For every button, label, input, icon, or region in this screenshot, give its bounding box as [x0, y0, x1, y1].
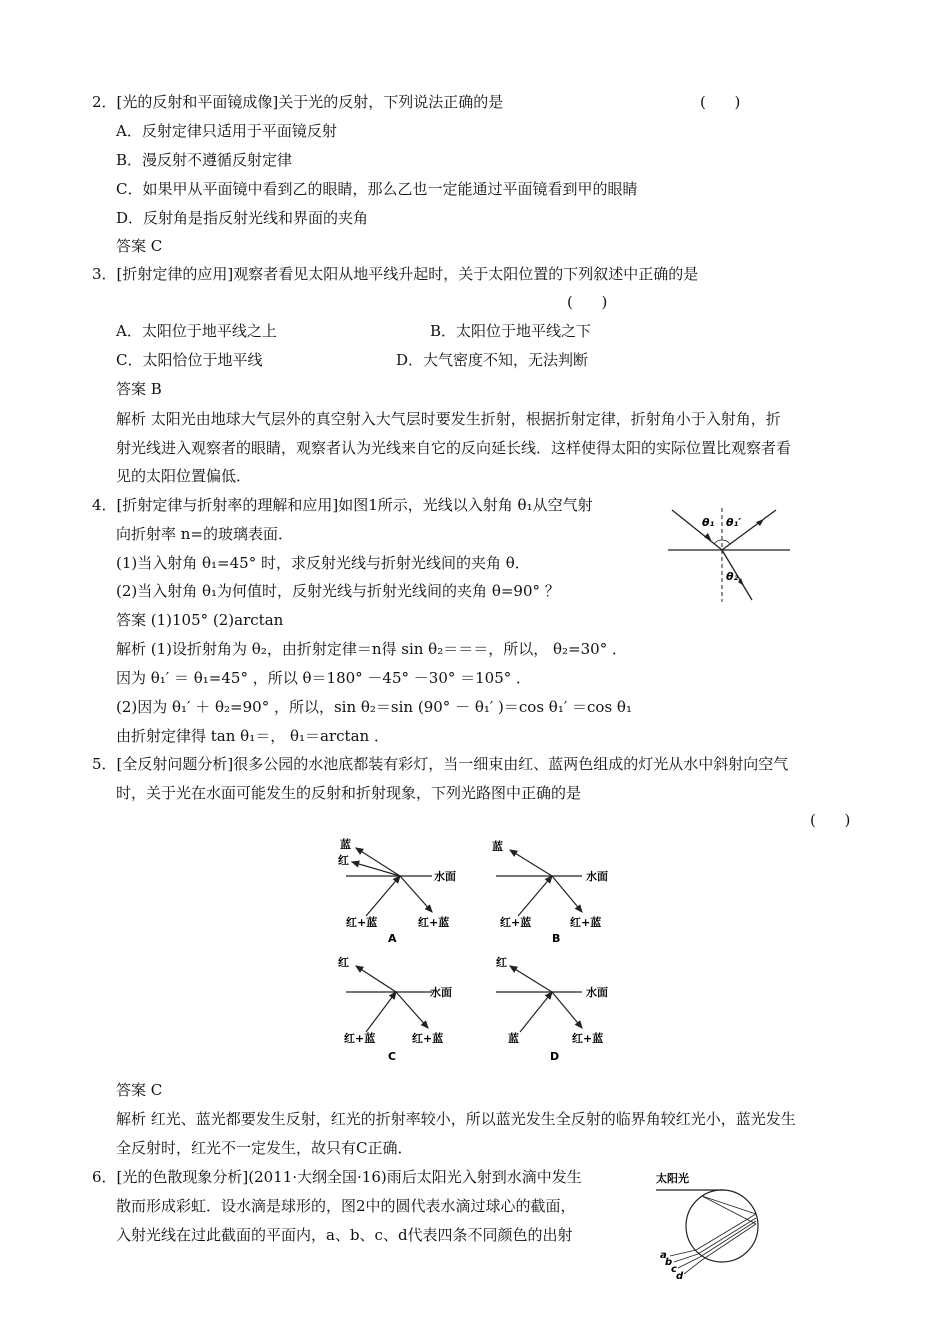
q4-stem-cont: 向折射率 n=的玻璃表面． — [116, 525, 293, 543]
label-red-blue: 红+蓝 — [418, 916, 450, 929]
refracted-ray-blue — [356, 848, 400, 876]
label-blue: 蓝 — [508, 1032, 519, 1045]
q2-answer-paren: ( ) — [700, 93, 741, 111]
refracted-ray-blue — [510, 850, 552, 876]
q3-option-b: B．太阳位于地平线之下 — [430, 322, 592, 340]
q6-water-droplet-figure — [652, 1168, 762, 1280]
q5-analysis-line: 全反射时，红光不一定发生，故只有C正确． — [116, 1139, 413, 1157]
q3-stem: 3．[折射定律的应用]观察者看见太阳从地平线升起时，关于太阳位置的下列叙述中正确的是 — [92, 265, 699, 283]
reflected-ray — [396, 992, 428, 1028]
theta1-label: θ₁ — [702, 516, 715, 529]
label-red-blue: 红+蓝 — [500, 916, 532, 929]
incident-ray — [518, 876, 552, 916]
label-water-surface: 水面 — [586, 986, 608, 999]
q3-answer-paren: ( ) — [567, 293, 608, 311]
q3-option-c: C．太阳恰位于地平线 — [116, 351, 263, 369]
q5-light-path-figure — [324, 836, 624, 1072]
diagram-d — [496, 955, 608, 1063]
q3-analysis-line: 射光线进入观察者的眼睛，观察者认为光线来自它的反向延长线．这样使得太阳的实际位置比观察者看 — [116, 439, 792, 457]
label-red-blue: 红+蓝 — [570, 916, 602, 929]
diagram-c — [338, 955, 452, 1063]
q5-answer: 答案 C — [116, 1081, 163, 1099]
q4-analysis-line: 由折射定律得 tan θ₁＝， θ₁＝arctan ． — [116, 727, 389, 745]
refracted-ray-red — [352, 862, 400, 876]
q5-stem-cont: 时，关于光在水面可能发生的反射和折射现象，下列光路图中正确的是 — [116, 784, 582, 802]
diagram-label-c: C — [388, 1050, 397, 1063]
label-c: c — [671, 1264, 677, 1275]
diagram-label-a: A — [388, 932, 397, 945]
label-water-surface: 水面 — [586, 870, 608, 883]
q2-option-a: A．反射定律只适用于平面镜反射 — [116, 122, 337, 140]
label-a: a — [660, 1250, 667, 1261]
refracted-ray-red — [356, 966, 396, 992]
q4-stem: 4．[折射定律与折射率的理解和应用]如图1所示，光线以入射角 θ₁从空气射 — [92, 496, 593, 514]
label-sunlight: 太阳光 — [656, 1172, 689, 1185]
q6-stem-cont: 散而形成彩虹．设水滴是球形的，图2中的圆代表水滴过球心的截面， — [116, 1197, 576, 1215]
diagram-label-d: D — [550, 1050, 560, 1063]
label-d: d — [676, 1271, 684, 1280]
label-blue: 蓝 — [340, 838, 351, 851]
diagram-label-b: B — [552, 932, 561, 945]
theta1-prime-label: θ₁′ — [726, 516, 742, 529]
q4-subquestion-1: (1)当入射角 θ₁=45° 时，求反射光线与折射光线间的夹角 θ． — [116, 554, 530, 572]
label-red-blue: 红+蓝 — [344, 1032, 376, 1045]
q4-subquestion-2: (2)当入射角 θ₁为何值时，反射光线与折射光线间的夹角 θ=90° ？ — [116, 582, 560, 600]
label-red-blue: 红+蓝 — [572, 1032, 604, 1045]
label-water-surface: 水面 — [430, 986, 452, 999]
incident-ray — [366, 876, 400, 916]
reflected-ray — [400, 876, 432, 912]
q5-answer-paren: ( ) — [810, 811, 851, 829]
diagram-a — [338, 837, 456, 945]
label-red-blue: 红+蓝 — [412, 1032, 444, 1045]
diagram-b — [492, 839, 608, 945]
q4-refraction-figure — [664, 506, 794, 606]
q4-analysis-line: 解析 (1)设折射角为 θ₂，由折射定律＝n得 sin θ₂＝＝＝，所以， θ₂=30° ． — [116, 640, 627, 658]
droplet-circle — [686, 1190, 758, 1262]
reflected-ray — [552, 992, 582, 1028]
q3-analysis-line: 见的太阳位置偏低． — [116, 467, 252, 485]
q3-option-a: A．太阳位于地平线之上 — [116, 322, 277, 340]
incident-ray — [366, 992, 396, 1032]
label-red: 红 — [338, 956, 349, 969]
q3-answer: 答案 B — [116, 380, 162, 398]
q5-analysis-line: 解析 红光、蓝光都要发生反射，红光的折射率较小，所以蓝光发生全反射的临界角较红光小，蓝光发生 — [116, 1110, 796, 1128]
incident-ray — [520, 992, 552, 1032]
label-water-surface: 水面 — [434, 870, 456, 883]
q2-option-d: D．反射角是指反射光线和界面的夹角 — [116, 209, 369, 227]
reflected-ray — [552, 876, 582, 912]
q3-analysis-line: 解析 太阳光由地球大气层外的真空射入大气层时要发生折射，根据折射定律，折射角小于入射角，折 — [116, 410, 781, 428]
q6-stem-cont: 入射光线在过此截面的平面内，a、b、c、d代表四条不同颜色的出射 — [116, 1226, 573, 1244]
label-blue: 蓝 — [492, 840, 503, 853]
q4-analysis-line: 因为 θ₁′ ＝ θ₁=45° ，所以 θ＝180° －45° －30° ＝105° ． — [116, 669, 532, 687]
q5-stem: 5．[全反射问题分析]很多公园的水池底都装有彩灯，当一细束由红、蓝两色组成的灯光从水中斜射向空气 — [92, 755, 789, 773]
q3-option-d: D．大气密度不知，无法判断 — [396, 351, 589, 369]
q2-answer: 答案 C — [116, 237, 163, 255]
label-red-blue: 红+蓝 — [346, 916, 378, 929]
refracted-ray-red — [510, 966, 552, 992]
q2-option-b: B．漫反射不遵循反射定律 — [116, 151, 293, 169]
label-b: b — [665, 1257, 673, 1268]
label-red: 红 — [496, 956, 507, 969]
q2-stem: 2．[光的反射和平面镜成像]关于光的反射，下列说法正确的是 — [92, 93, 504, 111]
q4-answer: 答案 (1)105° (2)arctan — [116, 611, 284, 629]
q6-stem: 6．[光的色散现象分析](2011·大纲全国·16)雨后太阳光入射到水滴中发生 — [92, 1168, 582, 1186]
q2-option-c: C．如果甲从平面镜中看到乙的眼睛，那么乙也一定能通过平面镜看到甲的眼睛 — [116, 180, 638, 198]
q4-analysis-line: (2)因为 θ₁′ ＋ θ₂=90° ，所以，sin θ₂＝sin (90° － θ₁′ )＝cos θ₁′ ＝cos θ₁ — [116, 698, 632, 716]
label-red: 红 — [338, 854, 349, 867]
theta2-label: θ₂ — [726, 570, 739, 583]
